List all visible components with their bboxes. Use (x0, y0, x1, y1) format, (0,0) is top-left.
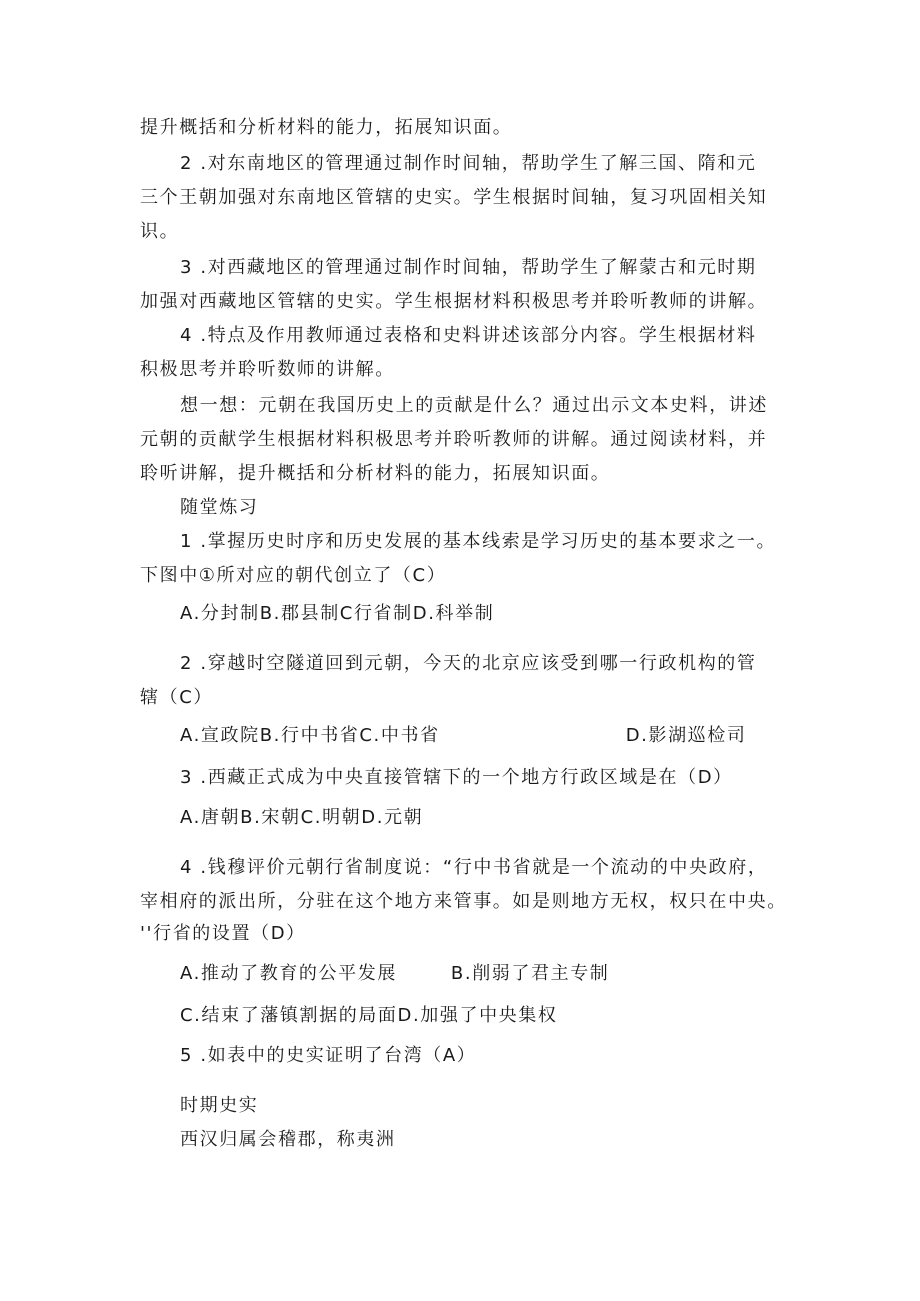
question-2: 2 .穿越时空隧道回到元朝，今天的北京应该受到哪一行政机构的管 (180, 653, 757, 674)
text-line: 想一想：元朝在我国历史上的贡献是什么？通过出示文本史料，讲述 (180, 395, 768, 416)
option-a: A.推动了教育的公平发展 (180, 963, 397, 984)
question-1: 1 .掌握历史时序和历史发展的基本线索是学习历史的基本要求之一。 (180, 531, 777, 552)
question-2-options (180, 724, 746, 748)
section-heading: 随堂炼习 (180, 497, 259, 518)
question-1-options: A.分封制B.郡县制C行省制D.科举制 (180, 603, 495, 624)
text-line: ''行省的设置（D） (140, 923, 306, 944)
text-line: 下图中①所对应的朝代创立了（C） (140, 565, 447, 586)
option-d: D.影湖巡检司 (625, 725, 747, 746)
text-line: 提升概括和分析材料的能力，拓展知识面。 (140, 117, 513, 138)
text-line: 聆听讲解，提升概括和分析材料的能力，拓展知识面。 (140, 463, 611, 484)
question-5: 5 .如表中的史实证明了台湾（A） (180, 1045, 477, 1066)
option-abc: A.宣政院B.行中书省C.中书省 (180, 725, 440, 746)
option-b: B.削弱了君主专制 (450, 963, 610, 984)
text-line: 加强对西藏地区管辖的史实。学生根据材料积极思考并聆听教师的讲解。 (140, 291, 768, 312)
text-line: 积极思考并聆听数师的讲解。 (140, 359, 395, 380)
text-line: 3 .对西藏地区的管理通过制作时间轴，帮助学生了解蒙古和元时期 (180, 257, 757, 278)
text-line: 识。 (140, 221, 180, 242)
question-4-options-ab (180, 962, 609, 986)
question-4-options-cd: C.结束了藩镇割据的局面D.加强了中央集权 (180, 1005, 558, 1026)
table-header: 时期史实 (180, 1095, 259, 1116)
question-4: 4 .钱穆评价元朝行省制度说：“行中书省就是一个流动的中央政府， (180, 857, 768, 878)
text-line: 4 .特点及作用教师通过表格和史料讲述该部分内容。学生根据材料 (180, 325, 757, 346)
question-3-options: A.唐朝B.宋朝C.明朝D.元朝 (180, 807, 424, 828)
question-3: 3 .西藏正式成为中央直接管辖下的一个地方行政区域是在（D） (180, 767, 733, 788)
table-row: 西汉归属会稽郡，称夷洲 (180, 1129, 396, 1150)
text-line: 辖（C） (140, 687, 213, 708)
text-line: 宰相府的派出所，分驻在这个地方来管事。如是则地方无权，权只在中央。 (140, 891, 787, 912)
text-line: 元朝的贡献学生根据材料积极思考并聆听教师的讲解。通过阅读材料，并 (140, 429, 768, 450)
text-line: 三个王朝加强对东南地区管辖的史实。学生根据时间轴，复习巩固相关知 (140, 187, 768, 208)
text-line: 2 .对东南地区的管理通过制作时间轴，帮助学生了解三国、隋和元 (180, 153, 757, 174)
